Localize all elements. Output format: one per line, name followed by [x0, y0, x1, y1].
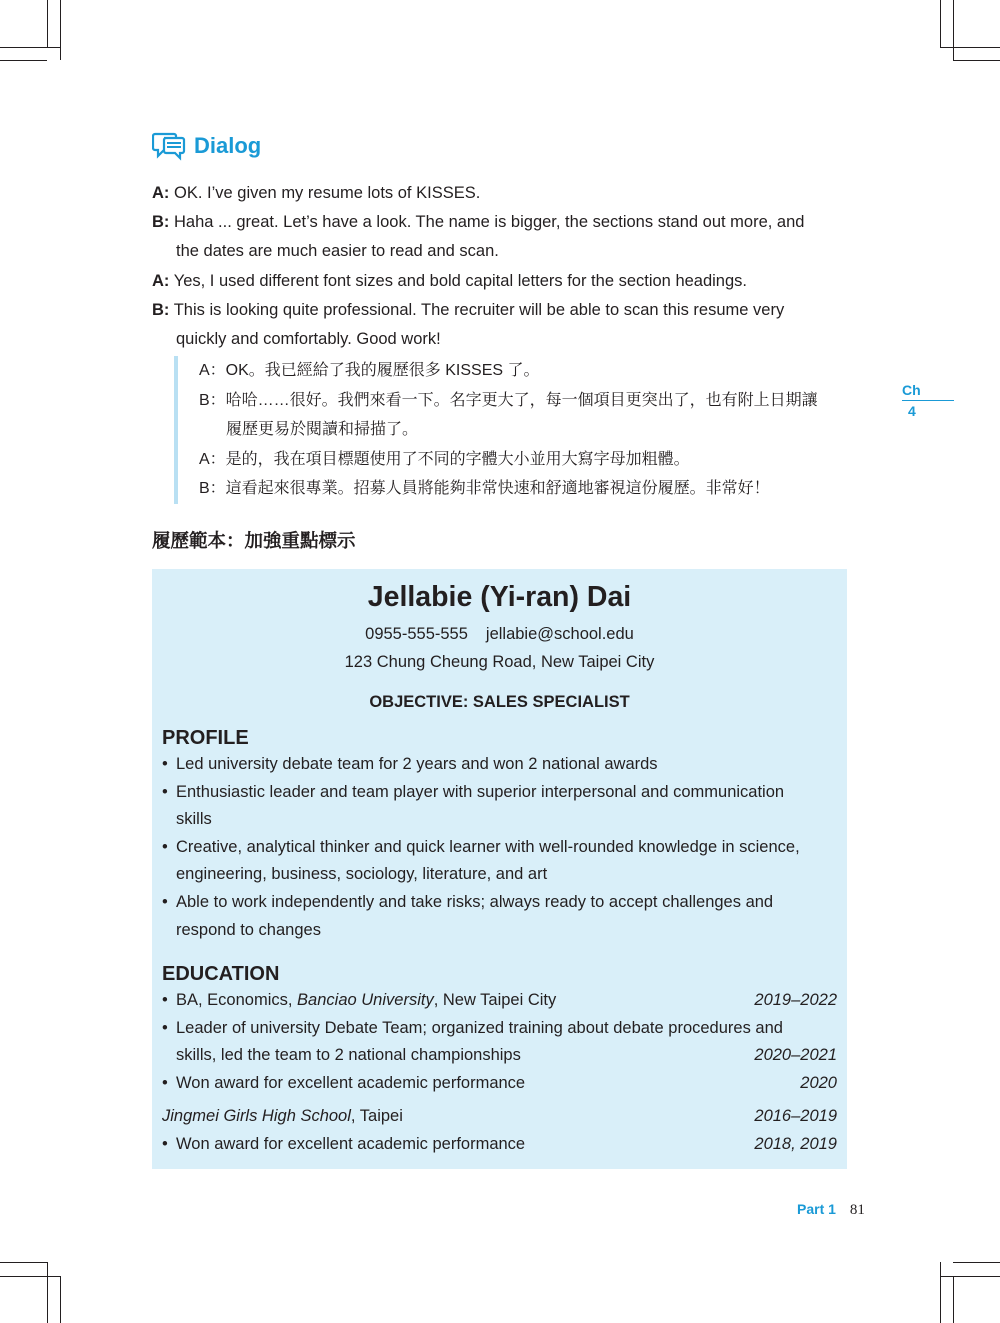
dialog-line	[152, 267, 847, 296]
resume-address: 123 Chung Cheung Road, New Taipei City	[344, 653, 655, 671]
crop-mark	[0, 60, 47, 61]
item-text: , Taipei	[350, 1107, 403, 1125]
translation-line: A：是的，我在項目標題使用了不同的字體大小並用大寫字母加粗體。	[199, 450, 690, 468]
item-text: • Won award for excellent academic performance	[176, 1135, 526, 1153]
crop-mark	[60, 0, 61, 60]
school-name: Jingmei Girls High School	[162, 1107, 351, 1125]
crop-mark	[47, 0, 48, 47]
dialog-heading	[152, 130, 261, 162]
resume-sample	[152, 569, 847, 1169]
dialog-text: OK. I’ve given my resume lots of KISSES.	[174, 184, 481, 202]
item-text: Able to work independently and take risks; always ready to accept challenges and	[176, 892, 774, 911]
chapter-tab	[902, 380, 954, 421]
item-text: • Leader of university Debate Team; organized training about debate procedures and	[176, 1018, 783, 1037]
dialog-line	[152, 179, 847, 208]
item-text: , New Taipei City	[433, 991, 557, 1009]
list-item	[162, 1015, 837, 1070]
crop-mark	[953, 1262, 1000, 1263]
item-text: Creative, analytical thinker and quick learner with well-rounded knowledge in science,	[176, 837, 800, 856]
list-item	[162, 889, 837, 944]
resume-objective: OBJECTIVE: SALES SPECIALIST	[369, 693, 630, 711]
item-text: • Won award for excellent academic performance	[176, 1073, 526, 1092]
item-text: Enthusiastic leader and team player with superior interpersonal and communication	[176, 782, 785, 801]
crop-mark	[953, 0, 954, 60]
dialog-text: Haha ... great. Let’s have a look. The name is bigger, the sections stand out more, and	[174, 213, 805, 231]
resume-contact	[152, 620, 847, 676]
crop-mark	[940, 0, 941, 47]
school-name: Banciao University	[297, 991, 434, 1009]
translation-line: 履歷更易於閱讀和掃描了。	[226, 421, 419, 438]
dialog-text-continued: the dates are much easier to read and scan.	[176, 242, 499, 260]
translation-line: B：哈哈……很好。我們來看一下。名字更大了，每一個項目更突出了，也有附上日期讓	[199, 391, 818, 409]
date: 2018, 2019	[754, 1135, 837, 1153]
part-label: Part 1	[797, 1201, 836, 1217]
crop-mark	[60, 1276, 61, 1323]
date: 2020–2021	[754, 1046, 837, 1065]
speaker-label: B:	[152, 301, 170, 319]
dialog-text: Yes, I used different font sizes and bold capital letters for the section headings.	[173, 272, 747, 290]
dialog-text: This is looking quite professional. The recruiter will be able to scan this resume very	[173, 301, 785, 319]
speaker-label: A:	[152, 184, 170, 202]
education-list	[162, 987, 837, 1097]
list-item	[162, 987, 837, 1015]
education-heading: EDUCATION	[162, 963, 280, 985]
dialog-line	[152, 296, 847, 354]
resume-phone: 0955-555-555	[365, 625, 468, 643]
crop-mark	[953, 60, 1000, 61]
speaker-label: A:	[152, 272, 170, 290]
chapter-number: 4	[908, 403, 916, 419]
translation-line: B：這看起來很專業。招募人員將能夠非常快速和舒適地審視這份履歷。非常好！	[199, 480, 770, 497]
list-item	[162, 779, 837, 834]
list-item	[162, 751, 837, 779]
page-number: 81	[849, 1202, 865, 1218]
date: 2019–2022	[754, 991, 837, 1009]
profile-list	[162, 751, 837, 944]
crop-mark	[940, 47, 1000, 48]
translation-block	[174, 356, 873, 504]
profile-heading: PROFILE	[162, 727, 249, 749]
crop-mark	[0, 47, 60, 48]
dialog-text-continued: quickly and comfortably. Good work!	[176, 330, 441, 348]
list-item	[162, 1070, 837, 1098]
chat-bubble-icon	[152, 130, 186, 162]
crop-mark	[940, 1276, 1000, 1277]
high-school-list	[162, 1131, 837, 1159]
crop-mark	[0, 1262, 47, 1263]
item-text: engineering, business, sociology, literature, and art	[176, 865, 548, 884]
translation-line: A：OK。我已經給了我的履歷很多 KISSES 了。	[199, 362, 540, 379]
item-text: skills, led the team to 2 national championships	[176, 1046, 521, 1065]
dialog-line	[152, 208, 847, 266]
resume-email: jellabie@school.edu	[485, 625, 634, 643]
crop-mark	[47, 1262, 48, 1323]
crop-mark	[0, 1276, 60, 1277]
crop-mark	[940, 1262, 941, 1323]
speaker-label: B:	[152, 213, 170, 231]
item-text: skills	[176, 810, 212, 829]
resume-name: Jellabie (Yi-ran) Dai	[367, 581, 632, 613]
dialog-title: Dialog	[194, 133, 262, 158]
item-text: respond to changes	[176, 920, 321, 939]
date: 2020	[800, 1073, 837, 1092]
chapter-label: Ch	[902, 382, 921, 398]
list-item	[162, 834, 837, 889]
item-text: BA, Economics,	[176, 991, 298, 1009]
high-school-row	[162, 1107, 837, 1126]
page-footer	[797, 1201, 865, 1219]
crop-mark	[953, 1276, 954, 1323]
item-text: Led university debate team for 2 years and won 2 national awards	[176, 755, 658, 773]
date: 2016–2019	[754, 1107, 837, 1125]
section-caption: 履歷範本：加強重點標示	[152, 530, 356, 551]
list-item	[162, 1131, 837, 1159]
